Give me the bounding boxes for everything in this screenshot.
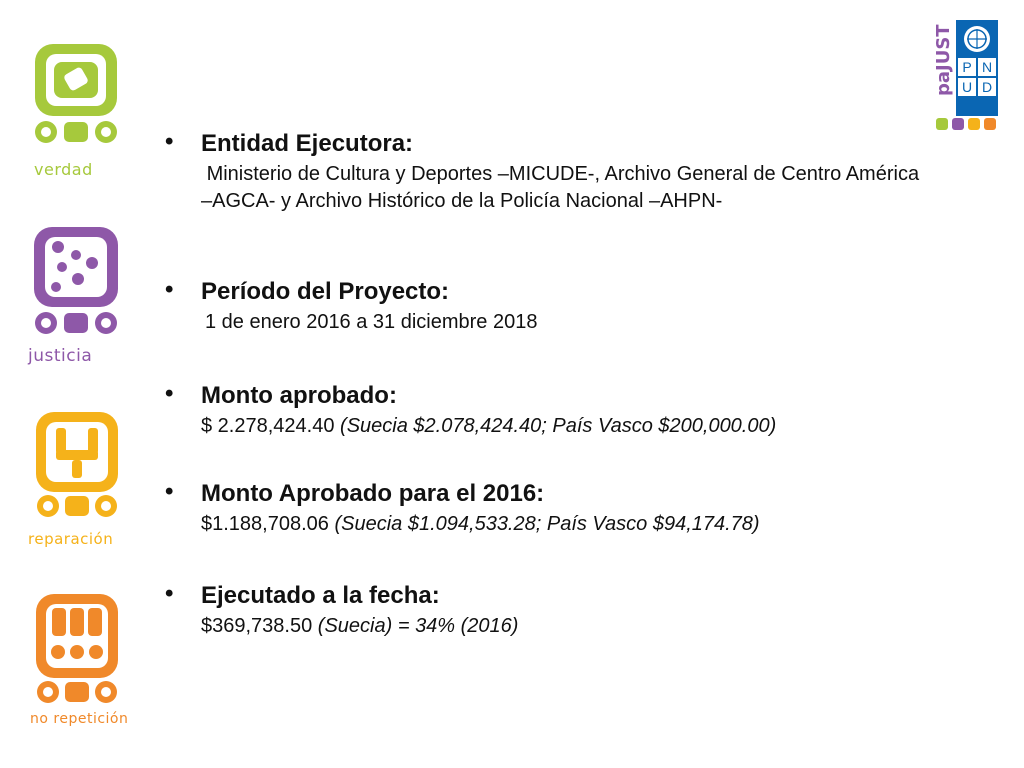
entidad-heading: Entidad Ejecutora: bbox=[201, 130, 414, 157]
periodo-detail: 1 de enero 2016 a 31 diciembre 2018 bbox=[205, 311, 538, 333]
item-monto-2016 bbox=[165, 478, 925, 580]
mini-glyphs-icon bbox=[936, 118, 998, 130]
pajust-text: paJUST bbox=[933, 24, 954, 96]
item-ejecutado bbox=[165, 580, 925, 640]
monto2016-detail bbox=[201, 511, 925, 538]
bullet: • bbox=[165, 380, 174, 407]
pnud-letter-p: P bbox=[962, 59, 972, 75]
entidad-detail: Ministerio de Cultura y Deportes –MICUDE-, Archivo General de Centro América –AGCA- y Archivo Histórico de la Policía Nacional –AHPN- bbox=[201, 163, 925, 212]
no-repeticion-label: no repetición bbox=[30, 711, 129, 727]
pajust-logo-icon bbox=[930, 18, 954, 98]
ejecutado-amount: $369,738.50 bbox=[201, 615, 313, 637]
item-monto-aprobado bbox=[165, 380, 925, 478]
no-repeticion-glyph-icon bbox=[30, 592, 124, 710]
reparacion-label: reparación bbox=[28, 530, 114, 548]
justicia-glyph-icon bbox=[28, 225, 124, 345]
bullet: • bbox=[165, 276, 174, 303]
periodo-heading: Período del Proyecto: bbox=[201, 278, 450, 305]
monto-amount: $ 2.278,424.40 bbox=[201, 415, 335, 437]
verdad-glyph-icon bbox=[28, 40, 124, 155]
monto2016-amount: $1.188,708.06 bbox=[201, 513, 329, 535]
bullet: • bbox=[165, 478, 174, 505]
item-entidad-ejecutora bbox=[165, 128, 925, 276]
item-periodo bbox=[165, 276, 925, 380]
ejecutado-detail bbox=[201, 613, 925, 640]
brand-logos bbox=[930, 18, 1000, 128]
justicia-label: justicia bbox=[28, 346, 93, 366]
monto-detail bbox=[201, 413, 925, 440]
reparacion-glyph-icon bbox=[30, 410, 124, 522]
pnud-logo-icon bbox=[956, 20, 998, 116]
monto-heading: Monto aprobado: bbox=[201, 382, 397, 409]
bullet: • bbox=[165, 128, 174, 155]
bullet: • bbox=[165, 580, 174, 607]
pnud-letter-n: N bbox=[981, 59, 993, 75]
monto-note: (Suecia $2.078,424.40; País Vasco $200,000.00) bbox=[340, 415, 777, 437]
pnud-letter-u: U bbox=[961, 79, 973, 95]
pnud-letter-d: D bbox=[981, 79, 993, 95]
monto2016-note: (Suecia $1.094,533.28; País Vasco $94,174.78) bbox=[334, 513, 760, 535]
verdad-label: verdad bbox=[34, 160, 93, 179]
ejecutado-note: (Suecia) = 34% (2016) bbox=[317, 615, 519, 637]
ejecutado-heading: Ejecutado a la fecha: bbox=[201, 582, 440, 609]
project-summary bbox=[165, 128, 925, 640]
monto2016-heading: Monto Aprobado para el 2016: bbox=[201, 480, 545, 507]
